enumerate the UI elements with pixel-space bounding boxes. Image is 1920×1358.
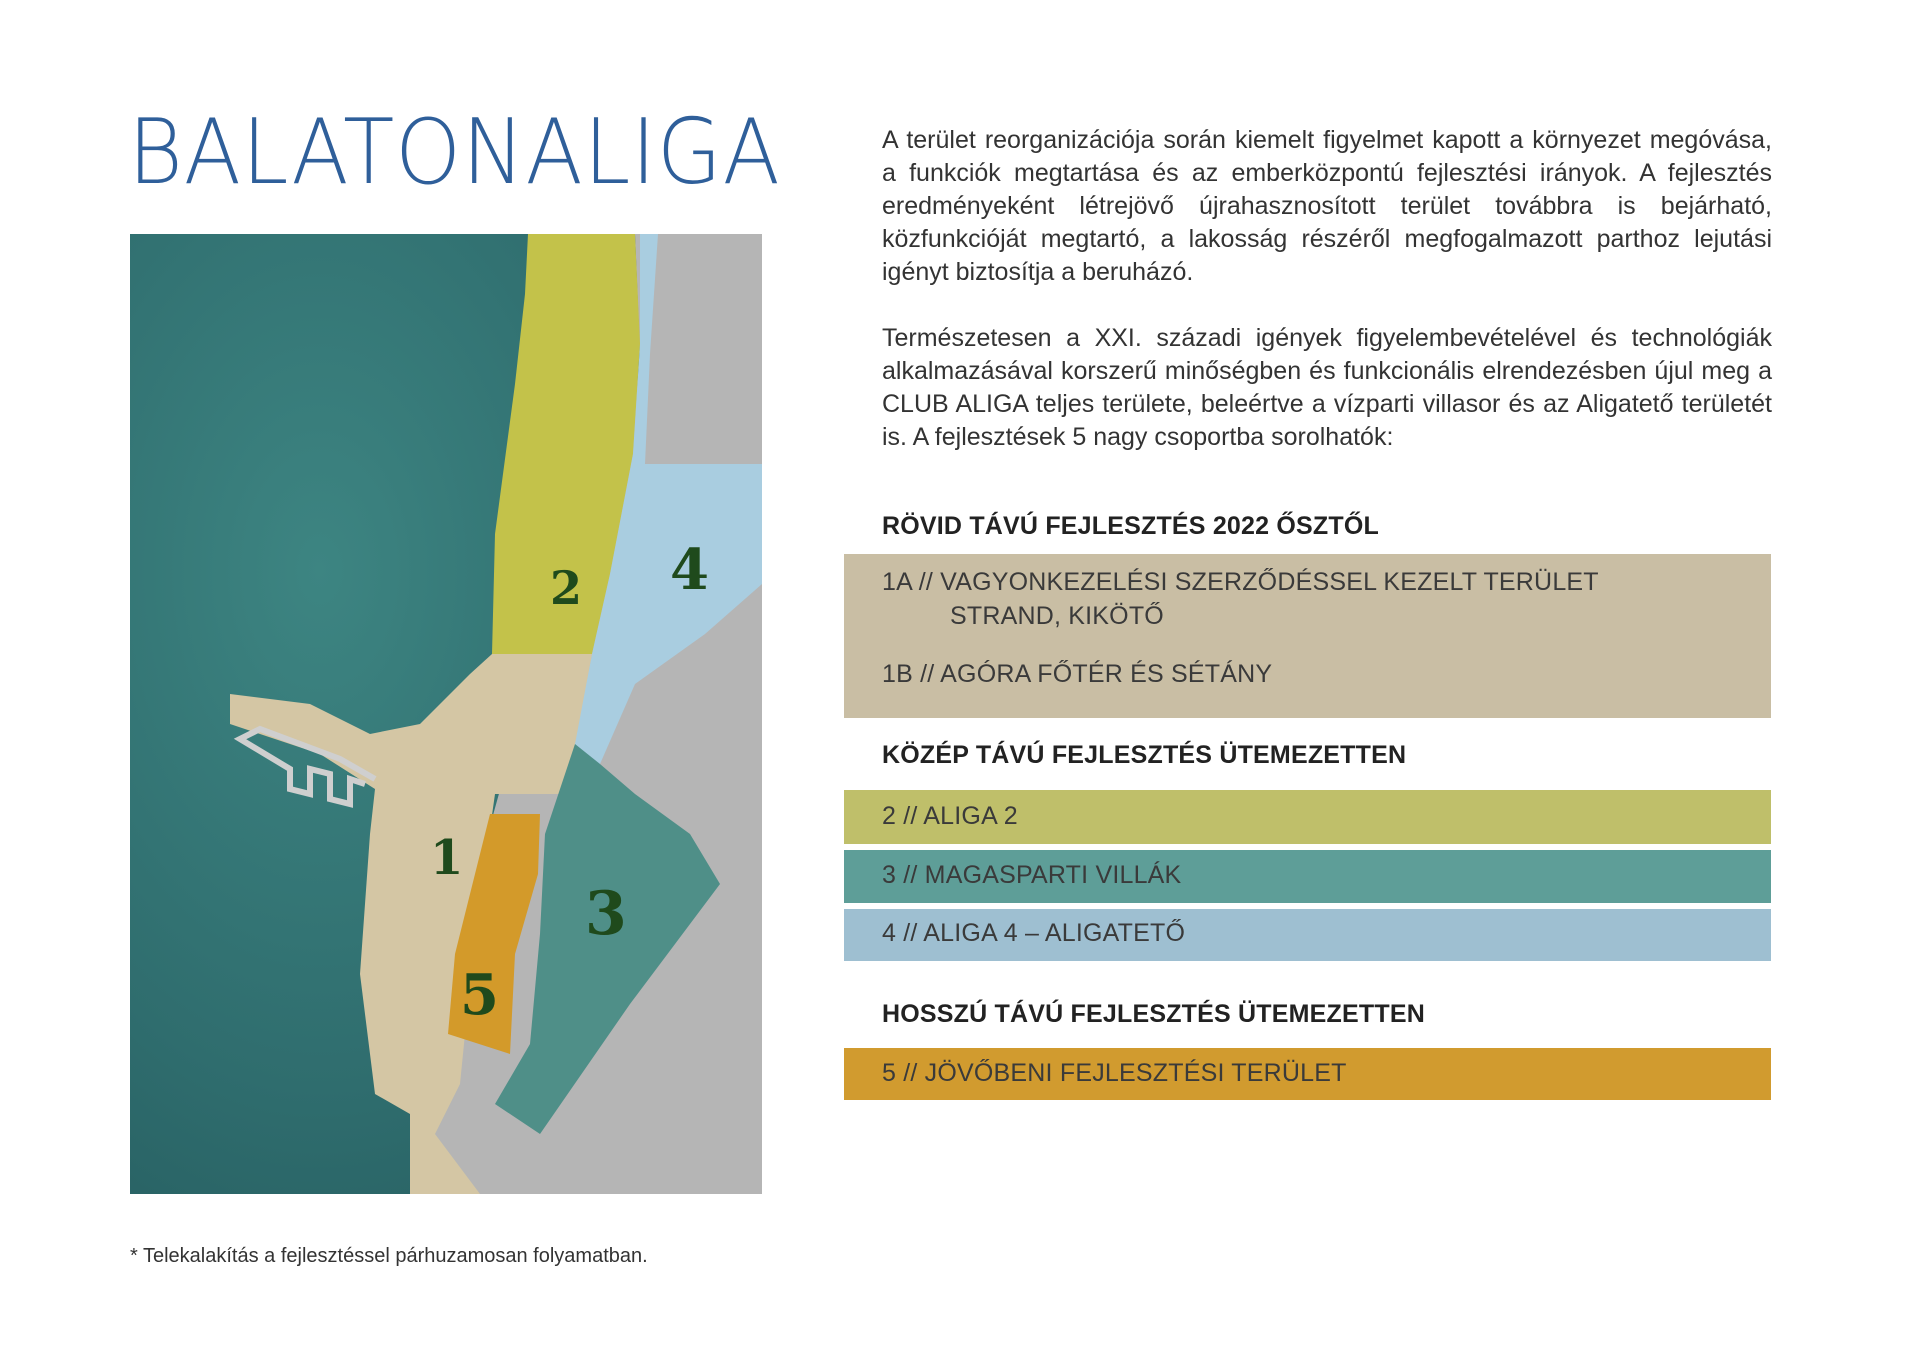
band-zone-4-label: 4 // ALIGA 4 – ALIGATETŐ (882, 919, 1186, 947)
section-heading-mid-term: KÖZÉP TÁVÚ FEJLESZTÉS ÜTEMEZETTEN (882, 741, 1407, 769)
map-label-1: 1 (430, 830, 464, 886)
map-label-4: 4 (670, 537, 709, 603)
band-1b-label: 1B // AGÓRA FŐTÉR ÉS SÉTÁNY (882, 660, 1273, 688)
intro-paragraph-1: A terület reorganizációja során kiemelt figyelmet kapott a környezet megóvása, a funkciók megtartása és az emberközpontú fejlesztési irányok. A fejlesztés eredményeként létrejövő újrahasznosított terület továbbra is bejárható, közfunkcióját megtartó, a lakosság részéről megfogalmazott parthoz lejutási igényt biztosítja a beruházó. (882, 126, 1772, 286)
band-zone-3-label: 3 // MAGASPARTI VILLÁK (882, 861, 1182, 889)
band-1ab (844, 554, 1771, 718)
band-1a-sublabel: STRAND, KIKÖTŐ (950, 602, 1164, 630)
band-zone-2 (844, 790, 1771, 844)
band-zone-5-label: 5 // JÖVŐBENI FEJLESZTÉSI TERÜLET (882, 1059, 1347, 1087)
site-map (130, 234, 762, 1194)
intro-text (882, 124, 1772, 487)
intro-paragraph-2: Természetesen a XXI. századi igények figyelembevételével és technológiák alkalmazásával korszerű minőségben és funkcionális elrendezésben újul meg a CLUB ALIGA teljes területe, beleértve a vízparti villasor és az Aligatető területét is. A fejlesztések 5 nagy csoportba sorolhatók: (882, 324, 1772, 451)
band-zone-3 (844, 850, 1771, 903)
map-label-5: 5 (460, 962, 499, 1028)
map-label-2: 2 (550, 561, 583, 615)
section-heading-short-term: RÖVID TÁVÚ FEJLESZTÉS 2022 ŐSZTŐL (882, 512, 1379, 540)
band-zone-4 (844, 909, 1771, 961)
page-title: BALATONALIGA (128, 100, 781, 205)
band-zone-5 (844, 1048, 1771, 1100)
section-heading-long-term: HOSSZÚ TÁVÚ FEJLESZTÉS ÜTEMEZETTEN (882, 1000, 1425, 1028)
footnote: * Telekalakítás a fejlesztéssel párhuzamosan folyamatban. (130, 1245, 648, 1267)
band-zone-2-label: 2 // ALIGA 2 (882, 802, 1018, 830)
band-1a-label: 1A // VAGYONKEZELÉSI SZERZŐDÉSSEL KEZELT TERÜLET (882, 568, 1599, 596)
map-label-3: 3 (585, 879, 627, 949)
